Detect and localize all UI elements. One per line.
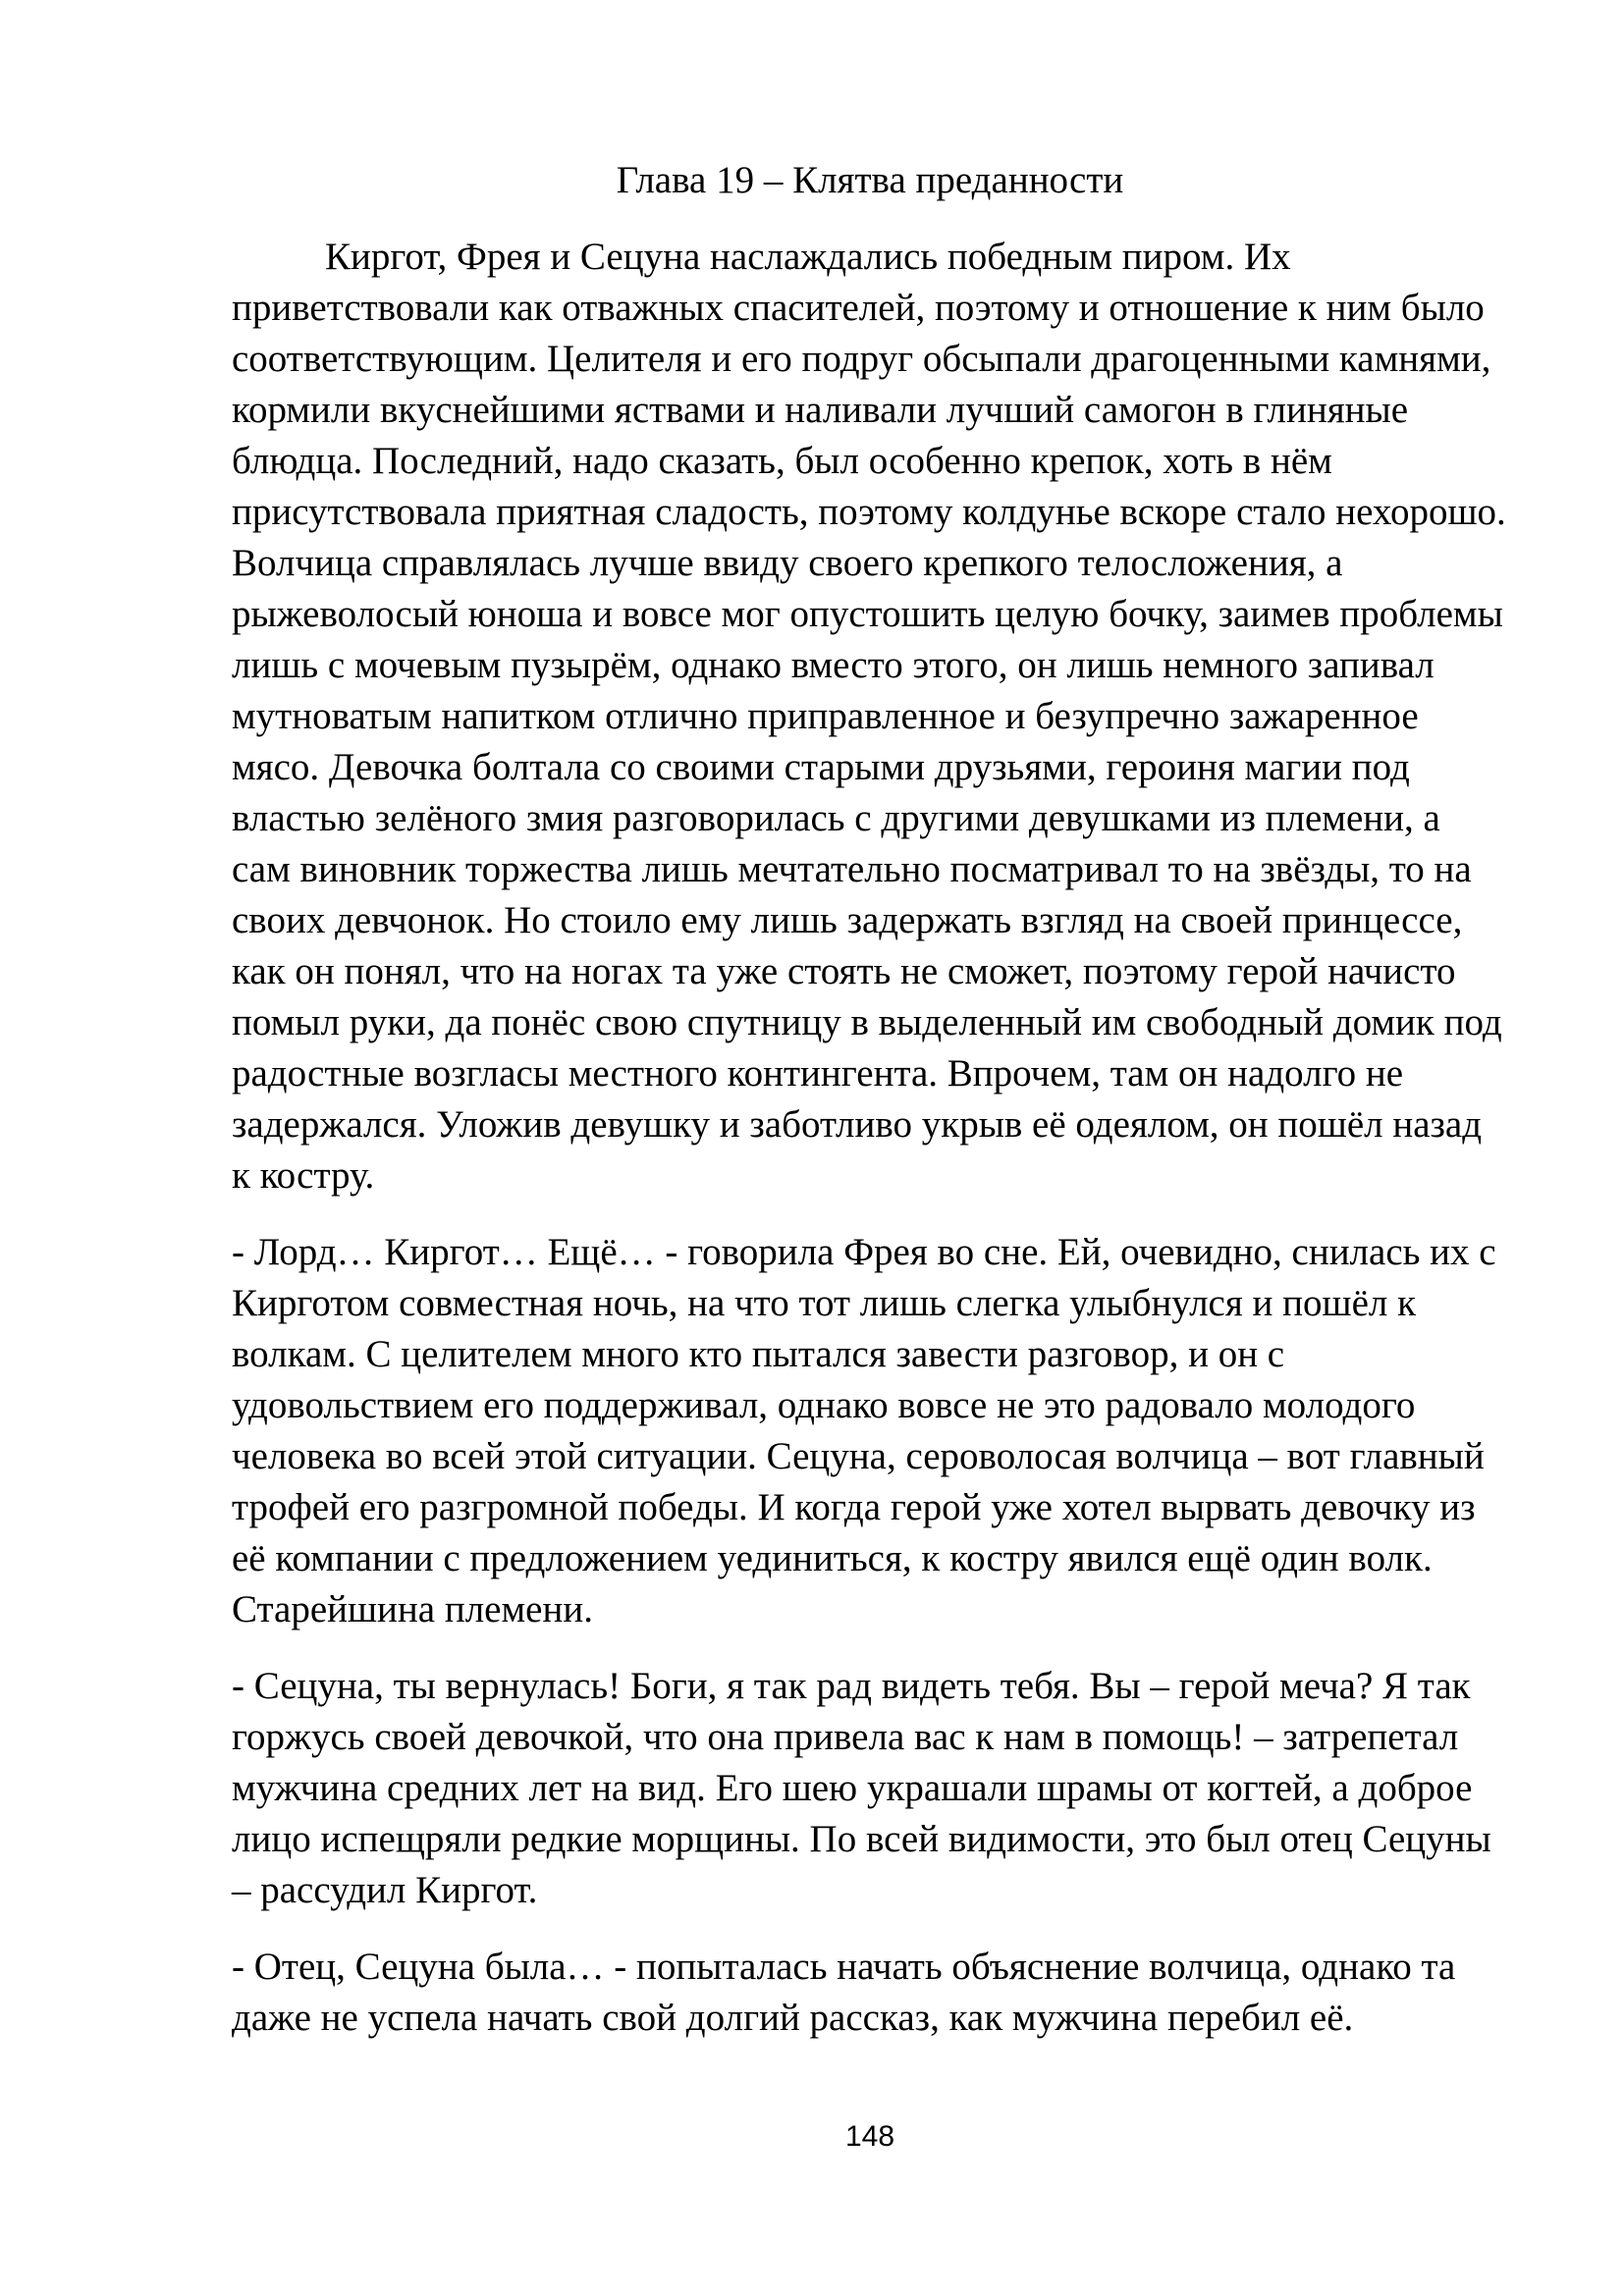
text-line: Старейшина племени. [232,1588,593,1630]
paragraph [232,1661,1508,1916]
text-line: Киргот, Фрея и Сецуна наслаждались победным пиром. Их [325,236,1291,278]
text-line: Кирготом совместная ночь, на что тот лишь слегка улыбнулся и пошёл к [232,1282,1417,1324]
text-line: сам виновник торжества лишь мечтательно посматривал то на звёзды, то на [232,848,1472,890]
text-line: как он понял, что на ногах та уже стоять не сможет, поэтому герой начисто [232,950,1456,992]
text-line: горжусь своей девочкой, что она привела вас к нам в помощь! – затрепетал [232,1716,1459,1758]
page-number: 148 [844,2120,895,2153]
paragraph [232,232,1508,1201]
text-line: приветствовали как отважных спасителей, поэтому и отношение к ним было [232,287,1485,329]
text-line: властью зелёного змия разговорилась с другими девушками из племени, а [232,797,1440,839]
text-line: человека во всей этой ситуации. Сецуна, сероволосая волчица – вот главный [232,1435,1485,1477]
text-line: - Сецуна, ты вернулась! Боги, я так рад видеть тебя. Вы – герой меча? Я так [232,1665,1471,1707]
text-line: - Лорд… Киргот… Ещё… - говорила Фрея во сне. Ей, очевидно, снилась их с [232,1231,1496,1273]
text-line: трофей его разгромной победы. И когда герой уже хотел вырвать девочку из [232,1486,1476,1528]
text-line: удовольствием его поддерживал, однако вовсе не это радовало молодого [232,1384,1416,1426]
text-line: мясо. Девочка болтала со своими старыми друзьями, героиня магии под [232,746,1410,788]
chapter-title: Глава 19 – Клятва преданности [616,159,1124,201]
text-line: мутноватым напитком отлично приправленное и безупречно зажаренное [232,695,1419,737]
text-line: помыл руки, да понёс свою спутницу в выделенный им свободный домик под [232,1001,1502,1043]
text-line: Волчица справлялась лучше ввиду своего крепкого телосложения, а [232,542,1343,584]
paragraph [232,1942,1508,2044]
text-line: присутствовала приятная сладость, поэтому колдунье вскоре стало нехорошо. [232,491,1506,533]
text-line: лицо испещряли редкие морщины. По всей видимости, это был отец Сецуны [232,1818,1491,1860]
text-line: лишь с мочевым пузырём, однако вместо этого, он лишь немного запивал [232,644,1435,686]
text-line: - Отец, Сецуна была… - попыталась начать объяснение волчица, однако та [232,1946,1456,1988]
document-body [232,232,1508,2044]
text-line: соответствующим. Целителя и его подруг обсыпали драгоценными камнями, [232,338,1491,380]
text-line: кормили вкуснейшими яствами и наливали лучший самогон в глиняные [232,389,1409,431]
text-line: её компании с предложением уединиться, к костру явился ещё один волк. [232,1537,1433,1579]
text-line: радостные возгласы местного контингента. Впрочем, там он надолго не [232,1052,1404,1095]
text-line: блюдца. Последний, надо сказать, был особенно крепок, хоть в нём [232,440,1332,482]
text-block [232,155,1508,2069]
text-line: даже не успела начать свой долгий рассказ, как мужчина перебил её. [232,1997,1354,2039]
paragraph [232,1227,1508,1635]
text-line: – рассудил Киргот. [232,1869,538,1911]
text-line: к костру. [232,1154,375,1197]
text-line: рыжеволосый юноша и вовсе мог опустошить целую бочку, заимев проблемы [232,593,1503,635]
text-line: своих девчонок. Но стоило ему лишь задержать взгляд на своей принцессе, [232,899,1463,941]
text-line: задержался. Уложив девушку и заботливо укрыв её одеялом, он пошёл назад [232,1103,1483,1146]
text-line: мужчина средних лет на вид. Его шею украшали шрамы от когтей, а доброе [232,1767,1473,1809]
text-line: волкам. С целителем много кто пытался завести разговор, и он с [232,1333,1285,1375]
